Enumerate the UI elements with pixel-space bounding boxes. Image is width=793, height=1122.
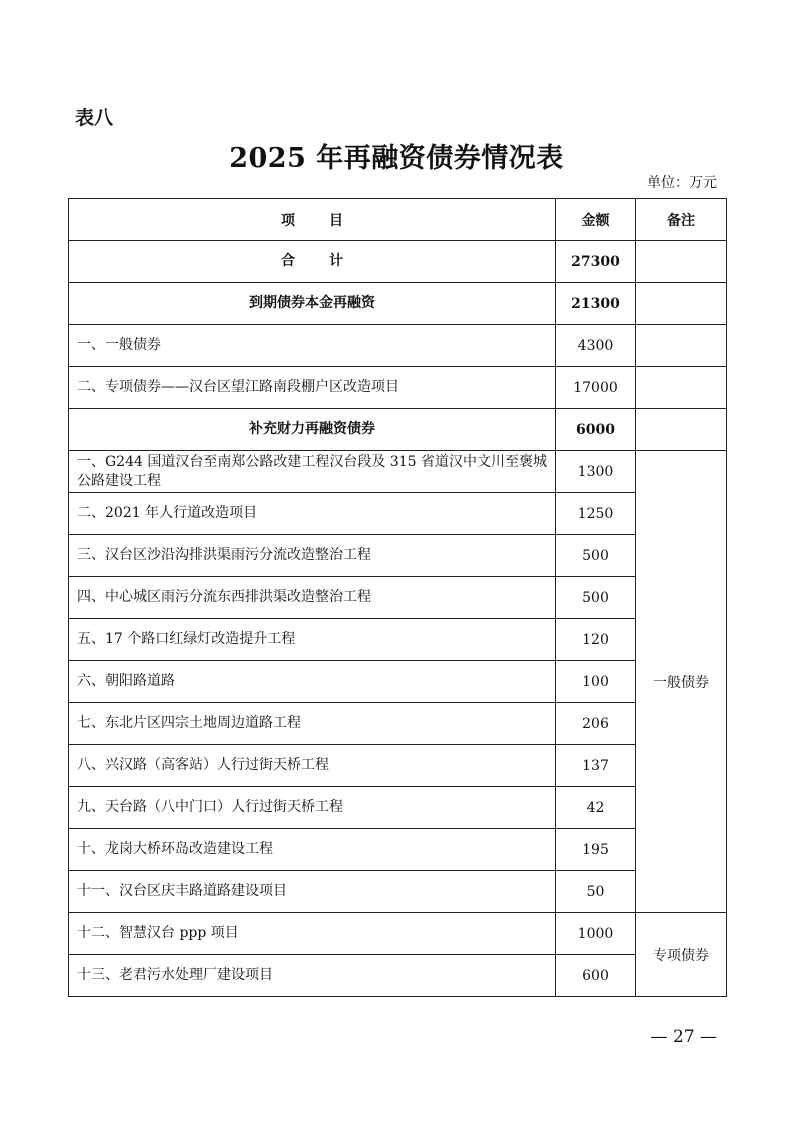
row-amount: 4300 [556,325,636,367]
row-amount: 206 [556,703,636,745]
table-row [69,325,727,367]
table-row [69,577,727,619]
row-label: 十三、老君污水处理厂建设项目 [69,955,556,997]
row-amount: 500 [556,577,636,619]
refinancing-bond-table [68,198,727,997]
section1-label: 到期债券本金再融资 [69,283,556,325]
total-note [636,241,727,283]
row-label: 三、汉台区沙沿沟排洪渠雨污分流改造整治工程 [69,535,556,577]
row-amount: 100 [556,661,636,703]
unit-label: 单位：万元 [647,175,717,191]
table-label: 表八 [75,107,114,129]
row-amount: 42 [556,787,636,829]
row-amount: 195 [556,829,636,871]
total-row [69,241,727,283]
section2-amount: 6000 [556,409,636,451]
header-amount: 金额 [556,199,636,241]
table-row [69,535,727,577]
row-label: 一、一般债券 [69,325,556,367]
row-amount: 120 [556,619,636,661]
row-amount: 17000 [556,367,636,409]
row-label: 四、中心城区雨污分流东西排洪渠改造整治工程 [69,577,556,619]
row-label: 八、兴汉路（高客站）人行过街天桥工程 [69,745,556,787]
table-row [69,367,727,409]
table-row [69,745,727,787]
note-special: 专项债券 [636,913,727,997]
row-label: 十二、智慧汉台 ppp 项目 [69,913,556,955]
header-note: 备注 [636,199,727,241]
table-row [69,871,727,913]
section1-amount: 21300 [556,283,636,325]
total-label: 合 计 [69,241,556,283]
page-title: 2025 年再融资债券情况表 [229,143,564,174]
section-row [69,283,727,325]
table-row [69,913,727,955]
table-row [69,955,727,997]
table-row [69,829,727,871]
table-row [69,493,727,535]
section2-label: 补充财力再融资债券 [69,409,556,451]
total-amount: 27300 [556,241,636,283]
row-label: 一、G244 国道汉台至南郑公路改建工程汉台段及 315 省道汉中文川至褒城公路建设工程 [69,451,556,493]
row-amount: 500 [556,535,636,577]
row-amount: 600 [556,955,636,997]
row-amount: 137 [556,745,636,787]
row-label: 六、朝阳路道路 [69,661,556,703]
row-amount: 50 [556,871,636,913]
table-row [69,451,727,493]
row-label: 十一、汉台区庆丰路道路建设项目 [69,871,556,913]
row-label: 七、东北片区四宗土地周边道路工程 [69,703,556,745]
row-label: 二、2021 年人行道改造项目 [69,493,556,535]
table-row [69,703,727,745]
row-amount: 1000 [556,913,636,955]
section-row [69,409,727,451]
table-row [69,619,727,661]
table-row [69,787,727,829]
row-label: 五、17 个路口红绿灯改造提升工程 [69,619,556,661]
page-number: — 27 — [650,1027,717,1047]
note-general: 一般债券 [636,451,727,913]
table-header-row [69,199,727,241]
row-amount: 1300 [556,451,636,493]
row-amount: 1250 [556,493,636,535]
row-label: 十、龙岗大桥环岛改造建设工程 [69,829,556,871]
row-label: 九、天台路（八中门口）人行过街天桥工程 [69,787,556,829]
row-label: 二、专项债券——汉台区望江路南段棚户区改造项目 [69,367,556,409]
table-row [69,661,727,703]
header-item: 项 目 [69,199,556,241]
